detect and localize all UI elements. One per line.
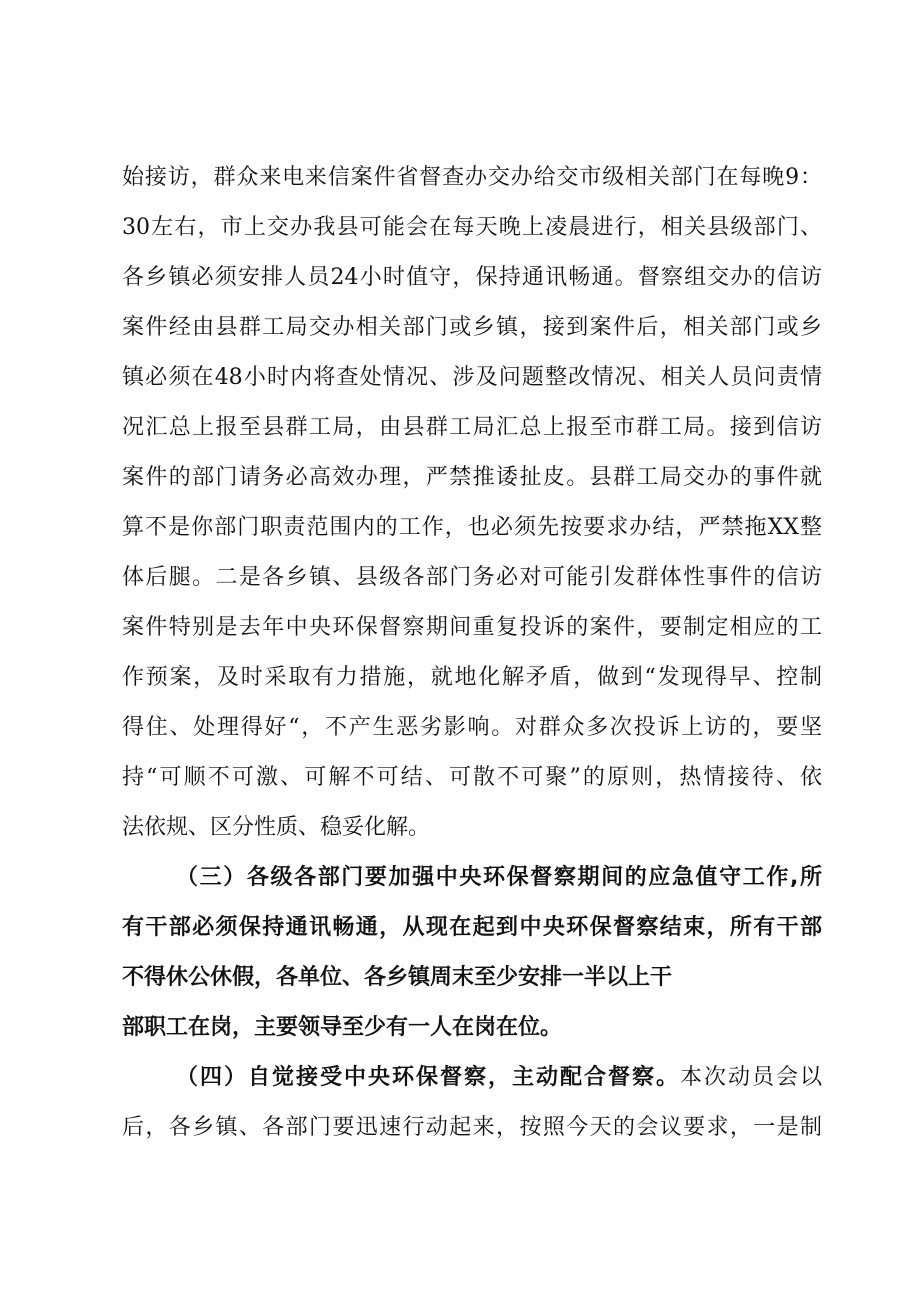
text-line: 算不是你部门职责范围内的工作，也必须先按要求办结，严禁拖XX整 bbox=[122, 515, 822, 540]
text-run: 本次动员会以 bbox=[679, 1065, 822, 1090]
section-heading-4: （四）自觉接受中央环保督察，主动配合督察。 bbox=[176, 1065, 680, 1090]
text-line: 作预案，及时采取有力措施，就地化解矛盾，做到“发现得早、控制 bbox=[122, 665, 822, 690]
text-line: 后，各乡镇、各部门要迅速行动起来，按照今天的会议要求，一是制 bbox=[122, 1115, 822, 1140]
text-line: 案件特别是去年中央环保督察期间重复投诉的案件，要制定相应的工 bbox=[122, 615, 822, 640]
text-line: 镇必须在48小时内将查处情况、涉及问题整改情况、相关人员问责情 bbox=[122, 365, 822, 390]
paragraph-3-first-line bbox=[176, 1063, 822, 1093]
text-line: 30左右，市上交办我县可能会在每天晚上凌晨进行，相关县级部门、 bbox=[122, 215, 822, 240]
text-line: 案件的部门请务必高效办理，严禁推诿扯皮。县群工局交办的事件就 bbox=[122, 465, 822, 490]
text-line: 持“可顺不可激、可解不可结、可散不可聚”的原则，热情接待、依 bbox=[122, 765, 822, 790]
text-line: 各乡镇必须安排人员24小时值守，保持通讯畅通。督察组交办的信访 bbox=[122, 265, 822, 290]
text-line: 有干部必须保持通讯畅通，从现在起到中央环保督察结束，所有干部 bbox=[122, 915, 822, 940]
text-line: 得住、处理得好“，不产生恶劣影响。对群众多次投诉上访的，要坚 bbox=[122, 715, 822, 740]
text-line: 不得休公休假，各单位、各乡镇周末至少安排一半以上干 bbox=[122, 965, 673, 990]
text-line: 案件经由县群工局交办相关部门或乡镇，接到案件后，相关部门或乡 bbox=[122, 315, 822, 340]
text-line: 况汇总上报至县群工局，由县群工局汇总上报至市群工局。接到信访 bbox=[122, 415, 822, 440]
text-line: 始接访，群众来电来信案件省督查办交办给交市级相关部门在每晚9： bbox=[122, 165, 822, 190]
text-line: 法依规、区分性质、稳妥化解。 bbox=[122, 815, 431, 840]
section-heading-3: （三）各级各部门要加强中央环保督察期间的应急值守工作,所 bbox=[176, 865, 822, 890]
text-line: 体后腿。二是各乡镇、县级各部门务必对可能引发群体性事件的信访 bbox=[122, 565, 822, 590]
text-line: 部职工在岗，主要领导至少有一人在岗在位。 bbox=[122, 1015, 563, 1040]
